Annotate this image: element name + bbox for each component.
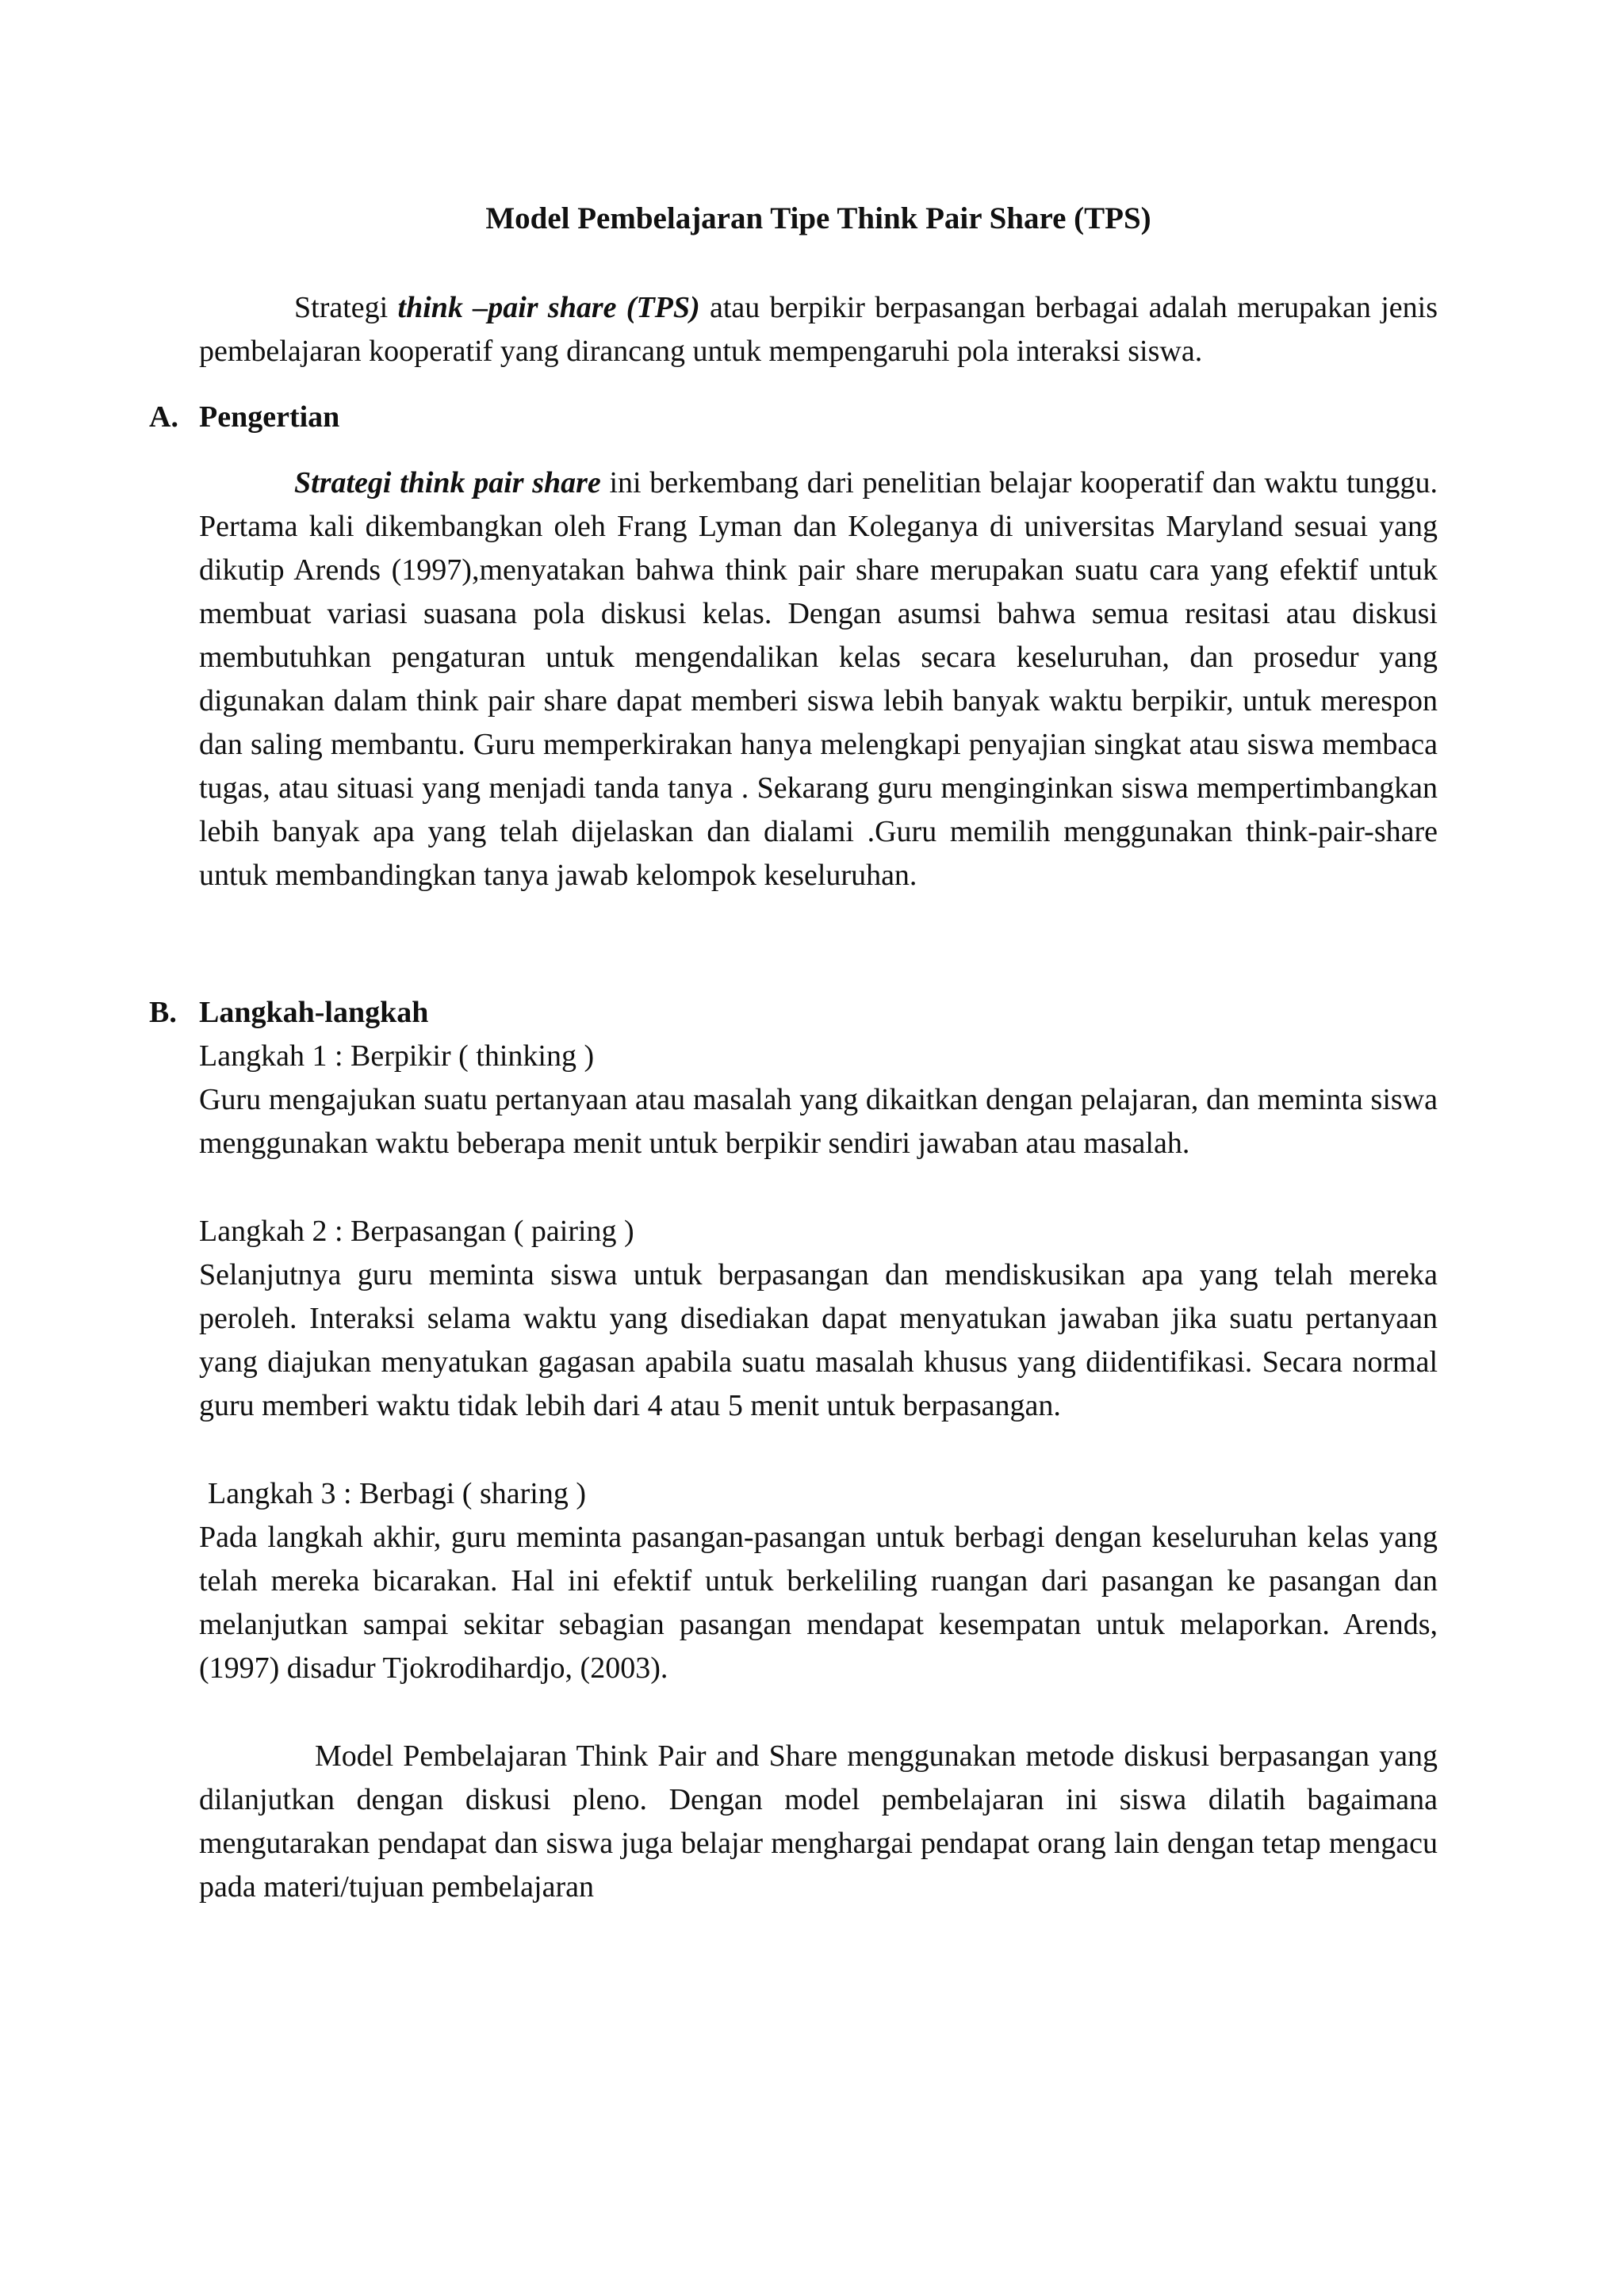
step-3 <box>199 1472 1438 1690</box>
section-a-marker: A. <box>149 400 178 434</box>
step-3-text: Pada langkah akhir, guru meminta pasangan-pasangan untuk berbagi dengan keseluruhan kelas yang telah mereka bicarakan. Hal ini efektif untuk berkeliling ruangan dari pasangan ke pasangan dan melanjutkan sampai sekitar sebagian pasangan mendapat kesempatan untuk melaporkan. Arends, (1997) disadur Tjokrodihardjo, (2003). <box>199 1521 1438 1685</box>
intro-paragraph <box>199 286 1438 373</box>
intro-lead: Strategi <box>294 291 398 324</box>
document-title: Model Pembelajaran Tipe Think Pair Share (TPS) <box>485 201 1151 235</box>
step-1 <box>199 1035 1438 1165</box>
step-2-text: Selanjutnya guru meminta siswa untuk berpasangan dan mendiskusikan apa yang telah mereka peroleh. Interaksi selama waktu yang disediakan dapat menyatukan jawaban jika suatu pertanyaan yang diajukan menyatukan gagasan apabila suatu masalah khusus yang diidentifikasi. Secara normal guru memberi waktu tidak lebih dari 4 atau 5 menit untuk berpasangan. <box>199 1258 1438 1422</box>
section-b-marker: B. <box>149 996 177 1029</box>
section-a-term: Strategi think pair share <box>294 466 601 499</box>
step-3-label: Langkah 3 : Berbagi ( sharing ) <box>208 1477 586 1510</box>
step-1-text: Guru mengajukan suatu pertanyaan atau masalah yang dikaitkan dengan pelajaran, dan meminta siswa menggunakan waktu beberapa menit untuk berpikir sendiri jawaban atau masalah. <box>199 1083 1438 1160</box>
step-2-label: Langkah 2 : Berpasangan ( pairing ) <box>199 1215 634 1248</box>
document-body <box>149 197 1438 1909</box>
section-a-paragraph <box>199 461 1438 897</box>
section-b-heading <box>149 991 1438 1035</box>
intro-text: atau berpikir berpasangan berbagai adalah merupakan jenis pembelajaran kooperatif yang dirancang untuk mempengaruhi pola interaksi siswa. <box>199 291 1438 368</box>
section-a-heading <box>149 396 1438 439</box>
intro-term: think –pair share (TPS) <box>397 291 700 324</box>
section-b-title: Langkah-langkah <box>199 996 429 1029</box>
step-2 <box>199 1210 1438 1428</box>
closing-paragraph: Model Pembelajaran Think Pair and Share menggunakan metode diskusi berpasangan yang dilanjutkan dengan diskusi pleno. Dengan model pembelajaran ini siswa dilatih bagaimana mengutarakan pendapat dan siswa juga belajar menghargai pendapat orang lain dengan tetap mengacu pada materi/tujuan pembelajaran <box>199 1739 1438 1904</box>
step-1-label: Langkah 1 : Berpikir ( thinking ) <box>199 1039 595 1073</box>
section-a-title: Pengertian <box>199 400 340 434</box>
section-a-text: ini berkembang dari penelitian belajar kooperatif dan waktu tunggu. Pertama kali dikembangkan oleh Frang Lyman dan Koleganya di universitas Maryland sesuai yang dikutip Arends (1997),menyatakan bahwa think pair share merupakan suatu cara yang efektif untuk membuat variasi suasana pola diskusi kelas. Dengan asumsi bahwa semua resitasi atau diskusi membutuhkan pengaturan untuk mengendalikan kelas secara keseluruhan, dan prosedur yang digunakan dalam think pair share dapat memberi siswa lebih banyak waktu berpikir, untuk merespon dan saling membantu. Guru memperkirakan hanya melengkapi penyajian singkat atau siswa membaca tugas, atau situasi yang menjadi tanda tanya . Sekarang guru menginginkan siswa mempertimbangkan lebih banyak apa yang telah dijelaskan dan dialami .Guru memilih menggunakan think-pair-share untuk membandingkan tanya jawab kelompok keseluruhan. <box>199 466 1438 892</box>
